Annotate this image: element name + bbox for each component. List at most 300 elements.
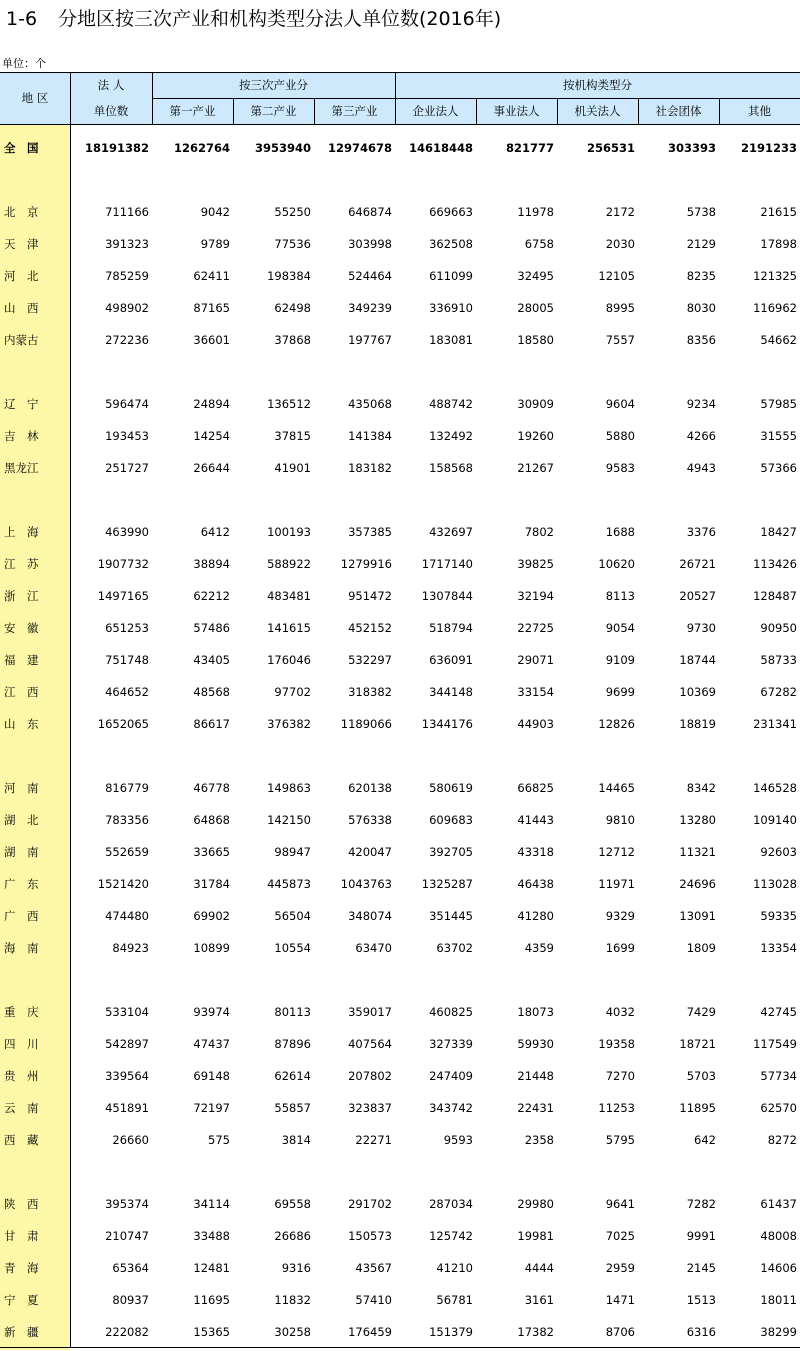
header-column: 社会团体 bbox=[638, 98, 719, 124]
table-cell: 636091 bbox=[429, 653, 473, 667]
table-cell: 318382 bbox=[348, 685, 392, 699]
table-cell: 588922 bbox=[267, 557, 311, 571]
table-cell: 20527 bbox=[679, 589, 716, 603]
table-cell: 231341 bbox=[753, 717, 797, 731]
table-cell: 392705 bbox=[429, 845, 473, 859]
table-cell: 90950 bbox=[760, 621, 797, 635]
page-title bbox=[6, 4, 501, 31]
table-cell: 12105 bbox=[598, 269, 635, 283]
table-cell: 207802 bbox=[348, 1069, 392, 1083]
table-cell: 113028 bbox=[753, 877, 797, 891]
header-column: 其他 bbox=[719, 98, 800, 124]
table-cell: 1307844 bbox=[421, 589, 473, 603]
table-cell: 1907732 bbox=[97, 557, 149, 571]
table-cell: 8272 bbox=[767, 1133, 797, 1147]
region-name: 内蒙古 bbox=[4, 333, 39, 347]
table-cell: 66825 bbox=[517, 781, 554, 795]
table-cell: 69902 bbox=[193, 909, 230, 923]
table-cell: 39825 bbox=[517, 557, 554, 571]
table-cell: 10899 bbox=[193, 941, 230, 955]
table-cell: 821777 bbox=[505, 141, 554, 155]
table-cell: 1513 bbox=[686, 1293, 716, 1307]
table-cell: 1325287 bbox=[421, 877, 473, 891]
table-cell: 2172 bbox=[605, 205, 635, 219]
table-cell: 193453 bbox=[105, 429, 149, 443]
table-cell: 43318 bbox=[517, 845, 554, 859]
table-cell: 43405 bbox=[193, 653, 230, 667]
unit-label: 单位：个 bbox=[2, 57, 46, 70]
table-cell: 8235 bbox=[686, 269, 716, 283]
table-cell: 128487 bbox=[753, 589, 797, 603]
region-name: 宁 夏 bbox=[4, 1293, 39, 1307]
table-cell: 33665 bbox=[193, 845, 230, 859]
table-cell: 9109 bbox=[605, 653, 635, 667]
table-cell: 41210 bbox=[436, 1261, 473, 1275]
header-column: 事业法人 bbox=[476, 98, 557, 124]
table-cell: 14254 bbox=[193, 429, 230, 443]
table-cell: 1652065 bbox=[97, 717, 149, 731]
table-cell: 141615 bbox=[267, 621, 311, 635]
table-cell: 62498 bbox=[274, 301, 311, 315]
table-cell: 38299 bbox=[760, 1325, 797, 1339]
region-name: 江 苏 bbox=[4, 557, 39, 571]
table-cell: 26721 bbox=[679, 557, 716, 571]
table-cell: 5880 bbox=[605, 429, 635, 443]
table-cell: 197767 bbox=[348, 333, 392, 347]
table-cell: 141384 bbox=[348, 429, 392, 443]
region-name: 河 北 bbox=[4, 269, 39, 283]
table-cell: 256531 bbox=[586, 141, 635, 155]
header-industry-group: 按三次产业分 bbox=[152, 72, 395, 98]
region-name: 全 国 bbox=[4, 141, 39, 155]
table-cell: 29980 bbox=[517, 1197, 554, 1211]
table-cell: 1262764 bbox=[173, 141, 230, 155]
table-cell: 34114 bbox=[193, 1197, 230, 1211]
table-cell: 552659 bbox=[105, 845, 149, 859]
table-cell: 9699 bbox=[605, 685, 635, 699]
table-cell: 176459 bbox=[348, 1325, 392, 1339]
table-cell: 951472 bbox=[348, 589, 392, 603]
header-org-group: 按机构类型分 bbox=[395, 72, 800, 98]
table-cell: 62411 bbox=[193, 269, 230, 283]
table-cell: 2129 bbox=[686, 237, 716, 251]
table-cell: 56781 bbox=[436, 1293, 473, 1307]
table-cell: 576338 bbox=[348, 813, 392, 827]
table-cell: 31784 bbox=[193, 877, 230, 891]
header-column: 第二产业 bbox=[233, 98, 314, 124]
table-cell: 18721 bbox=[679, 1037, 716, 1051]
table-cell: 4444 bbox=[524, 1261, 554, 1275]
table-cell: 407564 bbox=[348, 1037, 392, 1051]
table-cell: 247409 bbox=[429, 1069, 473, 1083]
table-cell: 26660 bbox=[112, 1133, 149, 1147]
table-cell: 36601 bbox=[193, 333, 230, 347]
table-cell: 29071 bbox=[517, 653, 554, 667]
table-cell: 8995 bbox=[605, 301, 635, 315]
region-name: 甘 肃 bbox=[4, 1229, 39, 1243]
table-cell: 18744 bbox=[679, 653, 716, 667]
table-cell: 498902 bbox=[105, 301, 149, 315]
table-cell: 12481 bbox=[193, 1261, 230, 1275]
header-legal-bottom: 单位数 bbox=[70, 98, 152, 124]
table-cell: 463990 bbox=[105, 525, 149, 539]
table-cell: 64868 bbox=[193, 813, 230, 827]
table-cell: 58733 bbox=[760, 653, 797, 667]
table-cell: 9593 bbox=[443, 1133, 473, 1147]
header-region: 地 区 bbox=[0, 72, 70, 124]
table-cell: 1521420 bbox=[97, 877, 149, 891]
table-cell: 121325 bbox=[753, 269, 797, 283]
table-cell: 136512 bbox=[267, 397, 311, 411]
table-cell: 464652 bbox=[105, 685, 149, 699]
table-cell: 9316 bbox=[281, 1261, 311, 1275]
table-cell: 48008 bbox=[760, 1229, 797, 1243]
table-cell: 55857 bbox=[274, 1101, 311, 1115]
region-name: 安 徽 bbox=[4, 621, 39, 635]
table-cell: 580619 bbox=[429, 781, 473, 795]
region-name: 广 西 bbox=[4, 909, 39, 923]
table-cell: 611099 bbox=[429, 269, 473, 283]
region-name: 广 东 bbox=[4, 877, 39, 891]
table-cell: 56504 bbox=[274, 909, 311, 923]
table-cell: 97702 bbox=[274, 685, 311, 699]
table-cell: 57366 bbox=[760, 461, 797, 475]
table-cell: 210747 bbox=[105, 1229, 149, 1243]
table-cell: 303393 bbox=[667, 141, 716, 155]
table-cell: 63702 bbox=[436, 941, 473, 955]
table-cell: 151379 bbox=[429, 1325, 473, 1339]
table-cell: 3161 bbox=[524, 1293, 554, 1307]
table-cell: 41280 bbox=[517, 909, 554, 923]
table-cell: 9234 bbox=[686, 397, 716, 411]
table-cell: 158568 bbox=[429, 461, 473, 475]
table-cell: 6412 bbox=[200, 525, 230, 539]
table-cell: 359017 bbox=[348, 1005, 392, 1019]
table-number: 1-6 bbox=[6, 8, 38, 30]
table-cell: 2145 bbox=[686, 1261, 716, 1275]
table-cell: 62212 bbox=[193, 589, 230, 603]
table-cell: 9042 bbox=[200, 205, 230, 219]
region-name: 贵 州 bbox=[4, 1069, 39, 1083]
table-cell: 303998 bbox=[348, 237, 392, 251]
table-cell: 272236 bbox=[105, 333, 149, 347]
table-cell: 21448 bbox=[517, 1069, 554, 1083]
table-cell: 349239 bbox=[348, 301, 392, 315]
table-cell: 11895 bbox=[679, 1101, 716, 1115]
table-cell: 343742 bbox=[429, 1101, 473, 1115]
table-cell: 86617 bbox=[193, 717, 230, 731]
table-cell: 336910 bbox=[429, 301, 473, 315]
table-cell: 452152 bbox=[348, 621, 392, 635]
table-cell: 445873 bbox=[267, 877, 311, 891]
table-cell: 26686 bbox=[274, 1229, 311, 1243]
table-cell: 7282 bbox=[686, 1197, 716, 1211]
table-cell: 18819 bbox=[679, 717, 716, 731]
table-cell: 291702 bbox=[348, 1197, 392, 1211]
table-cell: 435068 bbox=[348, 397, 392, 411]
table-cell: 57734 bbox=[760, 1069, 797, 1083]
table-cell: 5738 bbox=[686, 205, 716, 219]
table-cell: 11832 bbox=[274, 1293, 311, 1307]
table-cell: 15365 bbox=[193, 1325, 230, 1339]
table-cell: 22725 bbox=[517, 621, 554, 635]
table-cell: 395374 bbox=[105, 1197, 149, 1211]
table-cell: 2030 bbox=[605, 237, 635, 251]
table-cell: 9641 bbox=[605, 1197, 635, 1211]
table-cell: 55250 bbox=[274, 205, 311, 219]
table-cell: 57486 bbox=[193, 621, 230, 635]
table-cell: 542897 bbox=[105, 1037, 149, 1051]
table-cell: 33154 bbox=[517, 685, 554, 699]
table-cell: 37815 bbox=[274, 429, 311, 443]
column-rule bbox=[719, 98, 720, 124]
table-cell: 251727 bbox=[105, 461, 149, 475]
table-cell: 8706 bbox=[605, 1325, 635, 1339]
table-cell: 669663 bbox=[429, 205, 473, 219]
table-cell: 13354 bbox=[760, 941, 797, 955]
table-cell: 113426 bbox=[753, 557, 797, 571]
table-cell: 14606 bbox=[760, 1261, 797, 1275]
row-rule bbox=[0, 124, 800, 125]
table-cell: 323837 bbox=[348, 1101, 392, 1115]
table-cell: 26644 bbox=[193, 461, 230, 475]
table-cell: 142150 bbox=[267, 813, 311, 827]
column-rule bbox=[638, 98, 639, 124]
table-cell: 117549 bbox=[753, 1037, 797, 1051]
table-cell: 7557 bbox=[605, 333, 635, 347]
table-cell: 14465 bbox=[598, 781, 635, 795]
table-cell: 4032 bbox=[605, 1005, 635, 1019]
table-cell: 3376 bbox=[686, 525, 716, 539]
table-cell: 87896 bbox=[274, 1037, 311, 1051]
table-cell: 460825 bbox=[429, 1005, 473, 1019]
table-cell: 21267 bbox=[517, 461, 554, 475]
table-cell: 391323 bbox=[105, 237, 149, 251]
table-cell: 48568 bbox=[193, 685, 230, 699]
table-cell: 11971 bbox=[598, 877, 635, 891]
table-cell: 751748 bbox=[105, 653, 149, 667]
table-cell: 69558 bbox=[274, 1197, 311, 1211]
table-cell: 2191233 bbox=[740, 141, 797, 155]
table-cell: 63470 bbox=[355, 941, 392, 955]
table-cell: 575 bbox=[208, 1133, 230, 1147]
table-cell: 518794 bbox=[429, 621, 473, 635]
region-name: 黑龙江 bbox=[4, 461, 39, 475]
table-cell: 376382 bbox=[267, 717, 311, 731]
region-name: 云 南 bbox=[4, 1101, 39, 1115]
region-name: 上 海 bbox=[4, 525, 39, 539]
table-cell: 474480 bbox=[105, 909, 149, 923]
table-cell: 43567 bbox=[355, 1261, 392, 1275]
table-cell: 21615 bbox=[760, 205, 797, 219]
table-cell: 37868 bbox=[274, 333, 311, 347]
table-cell: 1688 bbox=[605, 525, 635, 539]
header-legal-top: 法 人 bbox=[70, 72, 152, 98]
table-cell: 67282 bbox=[760, 685, 797, 699]
table-cell: 7429 bbox=[686, 1005, 716, 1019]
table-cell: 80113 bbox=[274, 1005, 311, 1019]
table-cell: 46438 bbox=[517, 877, 554, 891]
region-name: 福 建 bbox=[4, 653, 39, 667]
region-name: 新 疆 bbox=[4, 1325, 39, 1339]
header-column: 企业法人 bbox=[395, 98, 476, 124]
table-title: 分地区按三次产业和机构类型分法人单位数(2016年) bbox=[58, 8, 502, 30]
table-cell: 642 bbox=[694, 1133, 716, 1147]
table-cell: 287034 bbox=[429, 1197, 473, 1211]
table-cell: 3814 bbox=[281, 1133, 311, 1147]
table-cell: 146528 bbox=[753, 781, 797, 795]
table-cell: 4943 bbox=[686, 461, 716, 475]
table-cell: 183081 bbox=[429, 333, 473, 347]
table-cell: 116962 bbox=[753, 301, 797, 315]
table-cell: 432697 bbox=[429, 525, 473, 539]
region-name: 重 庆 bbox=[4, 1005, 39, 1019]
region-name: 青 海 bbox=[4, 1261, 39, 1275]
table-cell: 183182 bbox=[348, 461, 392, 475]
table-cell: 19358 bbox=[598, 1037, 635, 1051]
table-cell: 11695 bbox=[193, 1293, 230, 1307]
region-name: 海 南 bbox=[4, 941, 39, 955]
table-cell: 12712 bbox=[598, 845, 635, 859]
table-cell: 17382 bbox=[517, 1325, 554, 1339]
table-cell: 18191382 bbox=[84, 141, 149, 155]
table-cell: 100193 bbox=[267, 525, 311, 539]
table-cell: 8342 bbox=[686, 781, 716, 795]
region-name: 浙 江 bbox=[4, 589, 39, 603]
table-cell: 9583 bbox=[605, 461, 635, 475]
region-name: 江 西 bbox=[4, 685, 39, 699]
table-cell: 46778 bbox=[193, 781, 230, 795]
column-rule bbox=[314, 98, 315, 124]
table-cell: 41901 bbox=[274, 461, 311, 475]
table-cell: 13091 bbox=[679, 909, 716, 923]
table-cell: 6316 bbox=[686, 1325, 716, 1339]
table-cell: 57410 bbox=[355, 1293, 392, 1307]
region-name: 陕 西 bbox=[4, 1197, 39, 1211]
table-cell: 2358 bbox=[524, 1133, 554, 1147]
table-cell: 7270 bbox=[605, 1069, 635, 1083]
region-name: 天 津 bbox=[4, 237, 39, 251]
column-rule bbox=[152, 72, 153, 124]
table-cell: 59335 bbox=[760, 909, 797, 923]
table-cell: 30909 bbox=[517, 397, 554, 411]
table-cell: 620138 bbox=[348, 781, 392, 795]
table-cell: 9991 bbox=[686, 1229, 716, 1243]
table-cell: 357385 bbox=[348, 525, 392, 539]
table-cell: 31555 bbox=[760, 429, 797, 443]
table-cell: 47437 bbox=[193, 1037, 230, 1051]
column-rule bbox=[557, 98, 558, 124]
table-cell: 651253 bbox=[105, 621, 149, 635]
table-cell: 41443 bbox=[517, 813, 554, 827]
table-cell: 22271 bbox=[355, 1133, 392, 1147]
table-cell: 6758 bbox=[524, 237, 554, 251]
table-cell: 98947 bbox=[274, 845, 311, 859]
table-cell: 2959 bbox=[605, 1261, 635, 1275]
table-cell: 54662 bbox=[760, 333, 797, 347]
table-cell: 344148 bbox=[429, 685, 473, 699]
region-name: 河 南 bbox=[4, 781, 39, 795]
table-cell: 109140 bbox=[753, 813, 797, 827]
region-name: 辽 宁 bbox=[4, 397, 39, 411]
table-cell: 125742 bbox=[429, 1229, 473, 1243]
table-cell: 30258 bbox=[274, 1325, 311, 1339]
table-cell: 1699 bbox=[605, 941, 635, 955]
table-cell: 1043763 bbox=[340, 877, 392, 891]
table-cell: 483481 bbox=[267, 589, 311, 603]
table-cell: 9730 bbox=[686, 621, 716, 635]
table-cell: 18073 bbox=[517, 1005, 554, 1019]
table-cell: 38894 bbox=[193, 557, 230, 571]
row-rule bbox=[0, 72, 800, 73]
table-cell: 93974 bbox=[193, 1005, 230, 1019]
region-name: 山 东 bbox=[4, 717, 39, 731]
region-name: 西 藏 bbox=[4, 1133, 39, 1147]
table-cell: 24894 bbox=[193, 397, 230, 411]
table-cell: 488742 bbox=[429, 397, 473, 411]
table-cell: 84923 bbox=[112, 941, 149, 955]
table-cell: 33488 bbox=[193, 1229, 230, 1243]
table-cell: 132492 bbox=[429, 429, 473, 443]
table-cell: 9789 bbox=[200, 237, 230, 251]
table-cell: 176046 bbox=[267, 653, 311, 667]
table-cell: 5703 bbox=[686, 1069, 716, 1083]
table-cell: 533104 bbox=[105, 1005, 149, 1019]
table-cell: 10369 bbox=[679, 685, 716, 699]
table-cell: 69148 bbox=[193, 1069, 230, 1083]
table-cell: 5795 bbox=[605, 1133, 635, 1147]
table-cell: 12826 bbox=[598, 717, 635, 731]
table-cell: 646874 bbox=[348, 205, 392, 219]
table-cell: 339564 bbox=[105, 1069, 149, 1083]
table-cell: 62614 bbox=[274, 1069, 311, 1083]
table-cell: 92603 bbox=[760, 845, 797, 859]
table-cell: 62570 bbox=[760, 1101, 797, 1115]
table-cell: 1189066 bbox=[340, 717, 392, 731]
column-rule bbox=[70, 72, 71, 1347]
column-rule bbox=[476, 98, 477, 124]
region-name: 湖 南 bbox=[4, 845, 39, 859]
table-cell: 783356 bbox=[105, 813, 149, 827]
table-cell: 362508 bbox=[429, 237, 473, 251]
region-name: 吉 林 bbox=[4, 429, 39, 443]
table-cell: 1497165 bbox=[97, 589, 149, 603]
header-column: 第一产业 bbox=[152, 98, 233, 124]
table-cell: 785259 bbox=[105, 269, 149, 283]
table-cell: 532297 bbox=[348, 653, 392, 667]
table-cell: 351445 bbox=[429, 909, 473, 923]
table-cell: 9604 bbox=[605, 397, 635, 411]
column-rule bbox=[233, 98, 234, 124]
table-cell: 18580 bbox=[517, 333, 554, 347]
table-cell: 524464 bbox=[348, 269, 392, 283]
table-cell: 816779 bbox=[105, 781, 149, 795]
table-cell: 7802 bbox=[524, 525, 554, 539]
row-rule bbox=[0, 1347, 800, 1348]
table-cell: 8113 bbox=[605, 589, 635, 603]
table-cell: 80937 bbox=[112, 1293, 149, 1307]
table-cell: 9054 bbox=[605, 621, 635, 635]
table-cell: 327339 bbox=[429, 1037, 473, 1051]
region-name: 湖 北 bbox=[4, 813, 39, 827]
table-cell: 65364 bbox=[112, 1261, 149, 1275]
region-name: 北 京 bbox=[4, 205, 39, 219]
table-cell: 1809 bbox=[686, 941, 716, 955]
table-cell: 1471 bbox=[605, 1293, 635, 1307]
table-cell: 10620 bbox=[598, 557, 635, 571]
column-rule bbox=[395, 72, 396, 124]
table-cell: 87165 bbox=[193, 301, 230, 315]
